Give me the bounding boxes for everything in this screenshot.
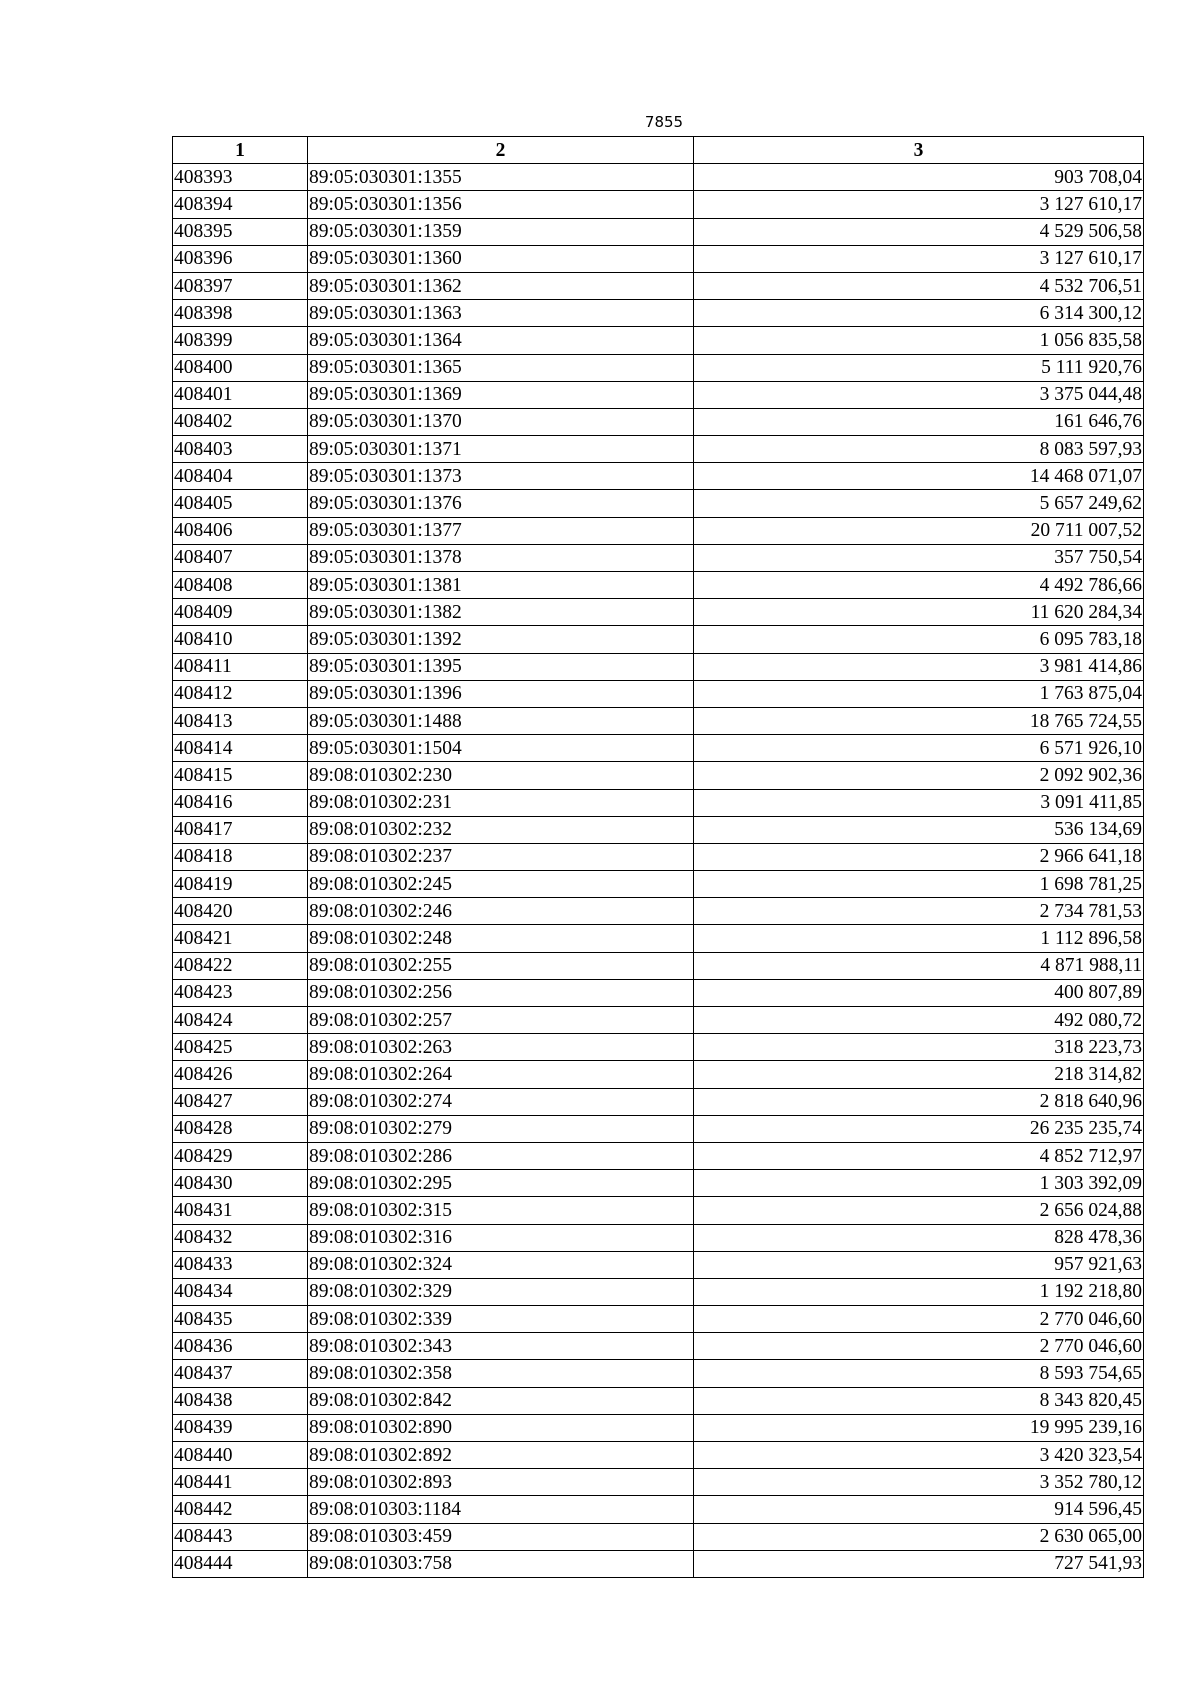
- cadastral-value: 2 770 046,60: [694, 1306, 1144, 1333]
- cadastral-value: 1 056 835,58: [694, 327, 1144, 354]
- cadastral-number: 89:05:030301:1378: [308, 544, 694, 571]
- cadastral-number: 89:05:030301:1365: [308, 354, 694, 381]
- cadastral-number: 89:05:030301:1364: [308, 327, 694, 354]
- table-row: [173, 1442, 1144, 1469]
- record-number: 408393: [173, 164, 308, 191]
- table-row: [173, 300, 1144, 327]
- table-row: [173, 1523, 1144, 1550]
- record-number: 408433: [173, 1251, 308, 1278]
- column-header-1: 1: [173, 137, 308, 164]
- table-row: [173, 925, 1144, 952]
- cadastral-value: 536 134,69: [694, 816, 1144, 843]
- table-row: [173, 789, 1144, 816]
- record-number: 408438: [173, 1387, 308, 1414]
- cadastral-value: 4 852 712,97: [694, 1142, 1144, 1169]
- cadastral-value: 1 763 875,04: [694, 680, 1144, 707]
- cadastral-value: 2 770 046,60: [694, 1333, 1144, 1360]
- table-row: [173, 1088, 1144, 1115]
- cadastral-value: 26 235 235,74: [694, 1115, 1144, 1142]
- cadastral-number: 89:08:010302:237: [308, 843, 694, 870]
- cadastral-value: 1 698 781,25: [694, 871, 1144, 898]
- record-number: 408430: [173, 1170, 308, 1197]
- cadastral-number: 89:08:010302:316: [308, 1224, 694, 1251]
- table-row: [173, 680, 1144, 707]
- cadastral-number: 89:05:030301:1392: [308, 626, 694, 653]
- record-number: 408419: [173, 871, 308, 898]
- table-row: [173, 272, 1144, 299]
- table-row: [173, 1550, 1144, 1577]
- record-number: 408418: [173, 843, 308, 870]
- record-number: 408394: [173, 191, 308, 218]
- cadastral-value: 2 966 641,18: [694, 843, 1144, 870]
- record-number: 408440: [173, 1442, 308, 1469]
- table-row: [173, 490, 1144, 517]
- cadastral-number: 89:05:030301:1359: [308, 218, 694, 245]
- record-number: 408436: [173, 1333, 308, 1360]
- cadastral-value: 828 478,36: [694, 1224, 1144, 1251]
- table-row: [173, 762, 1144, 789]
- cadastral-number: 89:08:010302:329: [308, 1278, 694, 1305]
- record-number: 408407: [173, 544, 308, 571]
- record-number: 408439: [173, 1414, 308, 1441]
- cadastral-number: 89:08:010302:245: [308, 871, 694, 898]
- cadastral-value: 20 711 007,52: [694, 517, 1144, 544]
- table-row: [173, 191, 1144, 218]
- table-row: [173, 1414, 1144, 1441]
- record-number: 408431: [173, 1197, 308, 1224]
- table-row: [173, 1360, 1144, 1387]
- cadastral-number: 89:08:010302:264: [308, 1061, 694, 1088]
- cadastral-value: 357 750,54: [694, 544, 1144, 571]
- cadastral-number: 89:05:030301:1382: [308, 599, 694, 626]
- cadastral-value: 1 112 896,58: [694, 925, 1144, 952]
- record-number: 408427: [173, 1088, 308, 1115]
- cadastral-number: 89:05:030301:1373: [308, 463, 694, 490]
- cadastral-value: 492 080,72: [694, 1007, 1144, 1034]
- table-row: [173, 463, 1144, 490]
- cadastral-number: 89:05:030301:1355: [308, 164, 694, 191]
- cadastral-number: 89:05:030301:1369: [308, 381, 694, 408]
- table-row: [173, 871, 1144, 898]
- cadastral-value: 400 807,89: [694, 979, 1144, 1006]
- record-number: 408415: [173, 762, 308, 789]
- table-row: [173, 1278, 1144, 1305]
- record-number: 408437: [173, 1360, 308, 1387]
- record-number: 408406: [173, 517, 308, 544]
- record-number: 408425: [173, 1034, 308, 1061]
- table-row: [173, 544, 1144, 571]
- cadastral-number: 89:08:010302:324: [308, 1251, 694, 1278]
- table-row: [173, 599, 1144, 626]
- record-number: 408421: [173, 925, 308, 952]
- record-number: 408410: [173, 626, 308, 653]
- table-row: [173, 1333, 1144, 1360]
- cadastral-value: 2 092 902,36: [694, 762, 1144, 789]
- cadastral-number: 89:08:010302:232: [308, 816, 694, 843]
- cadastral-number: 89:08:010302:890: [308, 1414, 694, 1441]
- record-number: 408402: [173, 408, 308, 435]
- registry-table: [172, 136, 1144, 1578]
- table-row: [173, 381, 1144, 408]
- table-row: [173, 245, 1144, 272]
- record-number: 408432: [173, 1224, 308, 1251]
- table-row: [173, 408, 1144, 435]
- cadastral-value: 4 532 706,51: [694, 272, 1144, 299]
- record-number: 408398: [173, 300, 308, 327]
- cadastral-value: 3 420 323,54: [694, 1442, 1144, 1469]
- table-row: [173, 354, 1144, 381]
- record-number: 408405: [173, 490, 308, 517]
- record-number: 408408: [173, 572, 308, 599]
- cadastral-number: 89:08:010302:246: [308, 898, 694, 925]
- cadastral-value: 161 646,76: [694, 408, 1144, 435]
- cadastral-number: 89:05:030301:1504: [308, 735, 694, 762]
- cadastral-number: 89:08:010303:1184: [308, 1496, 694, 1523]
- cadastral-number: 89:08:010302:263: [308, 1034, 694, 1061]
- record-number: 408413: [173, 707, 308, 734]
- cadastral-value: 2 630 065,00: [694, 1523, 1144, 1550]
- cadastral-number: 89:05:030301:1370: [308, 408, 694, 435]
- cadastral-number: 89:08:010302:231: [308, 789, 694, 816]
- table-row: [173, 1469, 1144, 1496]
- record-number: 408443: [173, 1523, 308, 1550]
- table-row: [173, 979, 1144, 1006]
- cadastral-value: 5 657 249,62: [694, 490, 1144, 517]
- table-row: [173, 1115, 1144, 1142]
- cadastral-value: 3 091 411,85: [694, 789, 1144, 816]
- cadastral-value: 2 734 781,53: [694, 898, 1144, 925]
- cadastral-value: 3 375 044,48: [694, 381, 1144, 408]
- cadastral-value: 18 765 724,55: [694, 707, 1144, 734]
- cadastral-value: 14 468 071,07: [694, 463, 1144, 490]
- table-row: [173, 707, 1144, 734]
- cadastral-number: 89:08:010302:295: [308, 1170, 694, 1197]
- record-number: 408400: [173, 354, 308, 381]
- record-number: 408424: [173, 1007, 308, 1034]
- record-number: 408395: [173, 218, 308, 245]
- record-number: 408411: [173, 653, 308, 680]
- record-number: 408403: [173, 436, 308, 463]
- cadastral-value: 5 111 920,76: [694, 354, 1144, 381]
- cadastral-value: 3 127 610,17: [694, 245, 1144, 272]
- cadastral-number: 89:05:030301:1395: [308, 653, 694, 680]
- table-row: [173, 898, 1144, 925]
- record-number: 408441: [173, 1469, 308, 1496]
- cadastral-value: 727 541,93: [694, 1550, 1144, 1577]
- record-number: 408435: [173, 1306, 308, 1333]
- cadastral-number: 89:05:030301:1377: [308, 517, 694, 544]
- table-row: [173, 1197, 1144, 1224]
- cadastral-value: 4 871 988,11: [694, 952, 1144, 979]
- cadastral-number: 89:05:030301:1363: [308, 300, 694, 327]
- table-row: [173, 1224, 1144, 1251]
- table-row: [173, 952, 1144, 979]
- cadastral-value: 903 708,04: [694, 164, 1144, 191]
- table-row: [173, 327, 1144, 354]
- cadastral-number: 89:05:030301:1371: [308, 436, 694, 463]
- cadastral-number: 89:08:010302:343: [308, 1333, 694, 1360]
- table-body: [173, 164, 1144, 1578]
- cadastral-number: 89:08:010302:286: [308, 1142, 694, 1169]
- cadastral-number: 89:08:010302:255: [308, 952, 694, 979]
- cadastral-number: 89:05:030301:1381: [308, 572, 694, 599]
- table-row: [173, 436, 1144, 463]
- record-number: 408396: [173, 245, 308, 272]
- cadastral-value: 6 095 783,18: [694, 626, 1144, 653]
- record-number: 408399: [173, 327, 308, 354]
- cadastral-value: 8 343 820,45: [694, 1387, 1144, 1414]
- cadastral-number: 89:05:030301:1488: [308, 707, 694, 734]
- cadastral-value: 19 995 239,16: [694, 1414, 1144, 1441]
- cadastral-value: 6 314 300,12: [694, 300, 1144, 327]
- table-row: [173, 1306, 1144, 1333]
- table-row: [173, 517, 1144, 544]
- record-number: 408401: [173, 381, 308, 408]
- cadastral-number: 89:08:010302:892: [308, 1442, 694, 1469]
- cadastral-number: 89:08:010302:339: [308, 1306, 694, 1333]
- table-row: [173, 1007, 1144, 1034]
- table-row: [173, 1496, 1144, 1523]
- record-number: 408434: [173, 1278, 308, 1305]
- table-row: [173, 164, 1144, 191]
- cadastral-number: 89:08:010302:230: [308, 762, 694, 789]
- table-row: [173, 1251, 1144, 1278]
- record-number: 408404: [173, 463, 308, 490]
- table-row: [173, 1034, 1144, 1061]
- cadastral-value: 957 921,63: [694, 1251, 1144, 1278]
- cadastral-value: 4 492 786,66: [694, 572, 1144, 599]
- table-row: [173, 1061, 1144, 1088]
- table-row: [173, 572, 1144, 599]
- table-row: [173, 218, 1144, 245]
- cadastral-value: 318 223,73: [694, 1034, 1144, 1061]
- record-number: 408417: [173, 816, 308, 843]
- page-number: 7855: [644, 113, 684, 131]
- table-row: [173, 653, 1144, 680]
- cadastral-number: 89:05:030301:1356: [308, 191, 694, 218]
- record-number: 408422: [173, 952, 308, 979]
- column-header-2: 2: [308, 137, 694, 164]
- record-number: 408426: [173, 1061, 308, 1088]
- cadastral-value: 3 352 780,12: [694, 1469, 1144, 1496]
- table-header: [173, 137, 1144, 164]
- cadastral-value: 6 571 926,10: [694, 735, 1144, 762]
- cadastral-value: 11 620 284,34: [694, 599, 1144, 626]
- record-number: 408409: [173, 599, 308, 626]
- record-number: 408423: [173, 979, 308, 1006]
- record-number: 408444: [173, 1550, 308, 1577]
- cadastral-number: 89:08:010302:315: [308, 1197, 694, 1224]
- cadastral-number: 89:08:010302:256: [308, 979, 694, 1006]
- cadastral-number: 89:08:010302:893: [308, 1469, 694, 1496]
- record-number: 408420: [173, 898, 308, 925]
- cadastral-number: 89:08:010303:459: [308, 1523, 694, 1550]
- cadastral-number: 89:08:010302:257: [308, 1007, 694, 1034]
- cadastral-number: 89:05:030301:1360: [308, 245, 694, 272]
- record-number: 408429: [173, 1142, 308, 1169]
- table-row: [173, 626, 1144, 653]
- table-row: [173, 843, 1144, 870]
- record-number: 408412: [173, 680, 308, 707]
- record-number: 408416: [173, 789, 308, 816]
- table-row: [173, 816, 1144, 843]
- cadastral-value: 3 127 610,17: [694, 191, 1144, 218]
- table-row: [173, 1142, 1144, 1169]
- cadastral-number: 89:05:030301:1376: [308, 490, 694, 517]
- record-number: 408442: [173, 1496, 308, 1523]
- record-number: 408414: [173, 735, 308, 762]
- cadastral-value: 3 981 414,86: [694, 653, 1144, 680]
- table-row: [173, 1387, 1144, 1414]
- cadastral-value: 8 593 754,65: [694, 1360, 1144, 1387]
- cadastral-number: 89:05:030301:1362: [308, 272, 694, 299]
- cadastral-value: 1 303 392,09: [694, 1170, 1144, 1197]
- header-row: [173, 137, 1144, 164]
- record-number: 408397: [173, 272, 308, 299]
- cadastral-value: 2 656 024,88: [694, 1197, 1144, 1224]
- column-header-3: 3: [694, 137, 1144, 164]
- record-number: 408428: [173, 1115, 308, 1142]
- cadastral-value: 914 596,45: [694, 1496, 1144, 1523]
- cadastral-value: 1 192 218,80: [694, 1278, 1144, 1305]
- cadastral-number: 89:08:010302:358: [308, 1360, 694, 1387]
- table-row: [173, 735, 1144, 762]
- cadastral-number: 89:08:010302:248: [308, 925, 694, 952]
- cadastral-number: 89:05:030301:1396: [308, 680, 694, 707]
- cadastral-number: 89:08:010302:274: [308, 1088, 694, 1115]
- cadastral-number: 89:08:010303:758: [308, 1550, 694, 1577]
- cadastral-number: 89:08:010302:279: [308, 1115, 694, 1142]
- cadastral-number: 89:08:010302:842: [308, 1387, 694, 1414]
- table-row: [173, 1170, 1144, 1197]
- cadastral-value: 218 314,82: [694, 1061, 1144, 1088]
- cadastral-value: 4 529 506,58: [694, 218, 1144, 245]
- cadastral-value: 2 818 640,96: [694, 1088, 1144, 1115]
- cadastral-value: 8 083 597,93: [694, 436, 1144, 463]
